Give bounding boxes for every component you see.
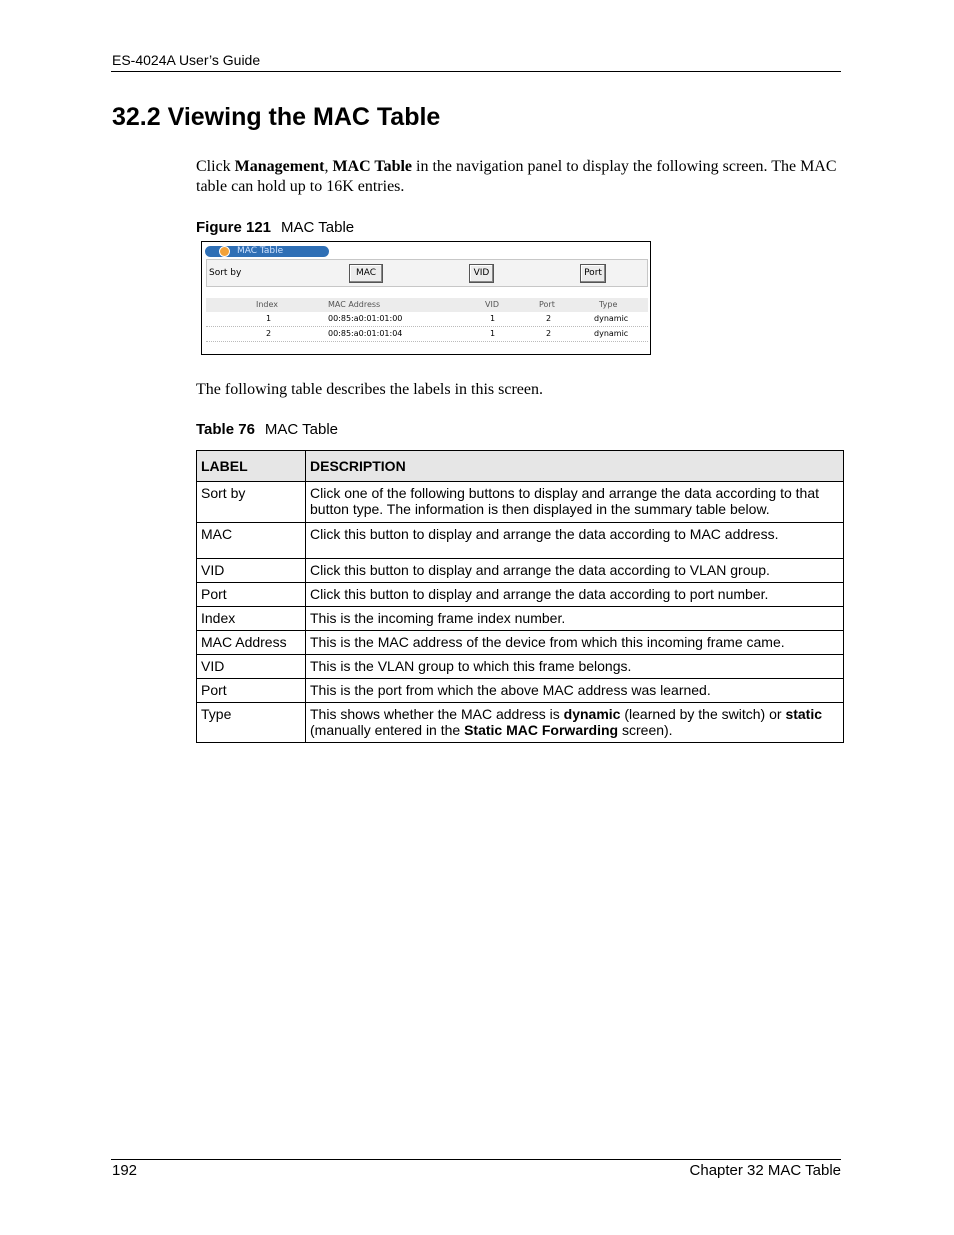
cell-index: 1 <box>266 314 272 323</box>
chapter-footer: Chapter 32 MAC Table <box>689 1162 841 1179</box>
table-row <box>206 312 648 327</box>
intro-bold-mac-table: MAC Table <box>332 158 413 175</box>
col-port-header: Port <box>539 300 555 309</box>
sort-port-button[interactable]: Port <box>580 264 606 283</box>
table-row <box>197 559 844 583</box>
cell-type: dynamic <box>594 314 629 323</box>
cell-type: dynamic <box>594 329 629 338</box>
row-label: Port <box>197 583 306 607</box>
type-desc-text-2: (learned by the switch) or <box>620 706 786 722</box>
table-row <box>197 631 844 655</box>
col-type-header: Type <box>599 300 618 309</box>
table-caption <box>196 421 338 438</box>
section-title: 32.2 Viewing the MAC Table <box>112 103 441 131</box>
row-description: This is the MAC address of the device from which this incoming frame came. <box>306 631 844 655</box>
table-intro-paragraph: The following table describes the labels in this screen. <box>196 381 544 398</box>
circle-icon <box>219 246 230 257</box>
summary-header-row <box>206 298 648 312</box>
label-description-table <box>196 450 844 743</box>
row-description: This is the port from which the above MAC address was learned. <box>306 679 844 703</box>
cell-mac-address: 00:85:a0:01:01:00 <box>328 314 403 323</box>
cell-vid: 1 <box>490 329 496 338</box>
cell-port: 2 <box>546 314 552 323</box>
ui-title-bar <box>205 246 329 257</box>
figure-caption-text: MAC Table <box>281 219 355 236</box>
type-desc-text-4: screen). <box>618 722 673 738</box>
row-label: MAC <box>197 523 306 559</box>
cell-vid: 1 <box>490 314 496 323</box>
cell-index: 2 <box>266 329 272 338</box>
table-caption-text: MAC Table <box>264 421 339 438</box>
table-row <box>197 482 844 523</box>
row-label: Type <box>197 703 306 743</box>
table-row <box>197 703 844 743</box>
col-index-header: Index <box>256 300 279 309</box>
row-description: Click one of the following buttons to display and arrange the data according to that button type. The information is then displayed in the summary table below. <box>306 482 844 523</box>
row-description: Click this button to display and arrange the data according to MAC address. <box>306 523 844 559</box>
page-number: 192 <box>112 1162 138 1179</box>
sort-by-label: Sort by <box>209 268 242 278</box>
intro-paragraph <box>196 157 846 197</box>
figure-caption <box>196 219 354 236</box>
row-label: Index <box>197 607 306 631</box>
footer-rule <box>111 1159 841 1160</box>
table-row <box>206 327 648 342</box>
mac-table-screenshot <box>201 241 651 355</box>
type-desc-text-3: (manually entered in the <box>310 722 465 738</box>
table-row <box>197 679 844 703</box>
figure-caption-label: Figure 121 <box>196 219 272 236</box>
table-caption-label: Table 76 <box>196 421 255 438</box>
table-header-row <box>197 451 844 482</box>
running-header: ES-4024A User’s Guide <box>112 52 261 68</box>
row-description: This is the incoming frame index number. <box>306 607 844 631</box>
sort-vid-button[interactable]: VID <box>469 264 494 283</box>
row-label: Port <box>197 679 306 703</box>
header-rule <box>111 71 841 72</box>
type-desc-bold-static-mac-forwarding: Static MAC Forwarding <box>464 722 619 738</box>
row-description <box>306 703 844 743</box>
intro-text-2: , <box>324 158 333 175</box>
row-description: Click this button to display and arrange the data according to port number. <box>306 583 844 607</box>
sort-panel <box>206 259 648 287</box>
table-row <box>197 607 844 631</box>
intro-bold-management: Management <box>234 158 325 175</box>
type-desc-text-1: This shows whether the MAC address is <box>310 706 564 722</box>
col-mac-address-header: MAC Address <box>328 300 381 309</box>
row-label: VID <box>197 655 306 679</box>
table-row <box>197 523 844 559</box>
row-label: MAC Address <box>197 631 306 655</box>
row-description: This is the VLAN group to which this frame belongs. <box>306 655 844 679</box>
row-description: Click this button to display and arrange the data according to VLAN group. <box>306 559 844 583</box>
description-column-header: DESCRIPTION <box>306 451 844 482</box>
type-desc-bold-static: static <box>785 706 823 722</box>
summary-table <box>206 298 648 342</box>
sort-mac-button[interactable]: MAC <box>349 264 383 283</box>
label-column-header: LABEL <box>197 451 306 482</box>
table-row <box>197 655 844 679</box>
row-label: Sort by <box>197 482 306 523</box>
table-row <box>197 583 844 607</box>
cell-port: 2 <box>546 329 552 338</box>
col-vid-header: VID <box>485 300 499 309</box>
intro-text-1: Click <box>196 158 235 175</box>
ui-title: MAC Table <box>237 246 284 256</box>
row-label: VID <box>197 559 306 583</box>
intro-text-3: in the navigation panel to display the following screen. The MAC table can hold up to 16K entries. <box>196 158 837 195</box>
type-desc-bold-dynamic: dynamic <box>563 706 621 722</box>
cell-mac-address: 00:85:a0:01:01:04 <box>328 329 403 338</box>
